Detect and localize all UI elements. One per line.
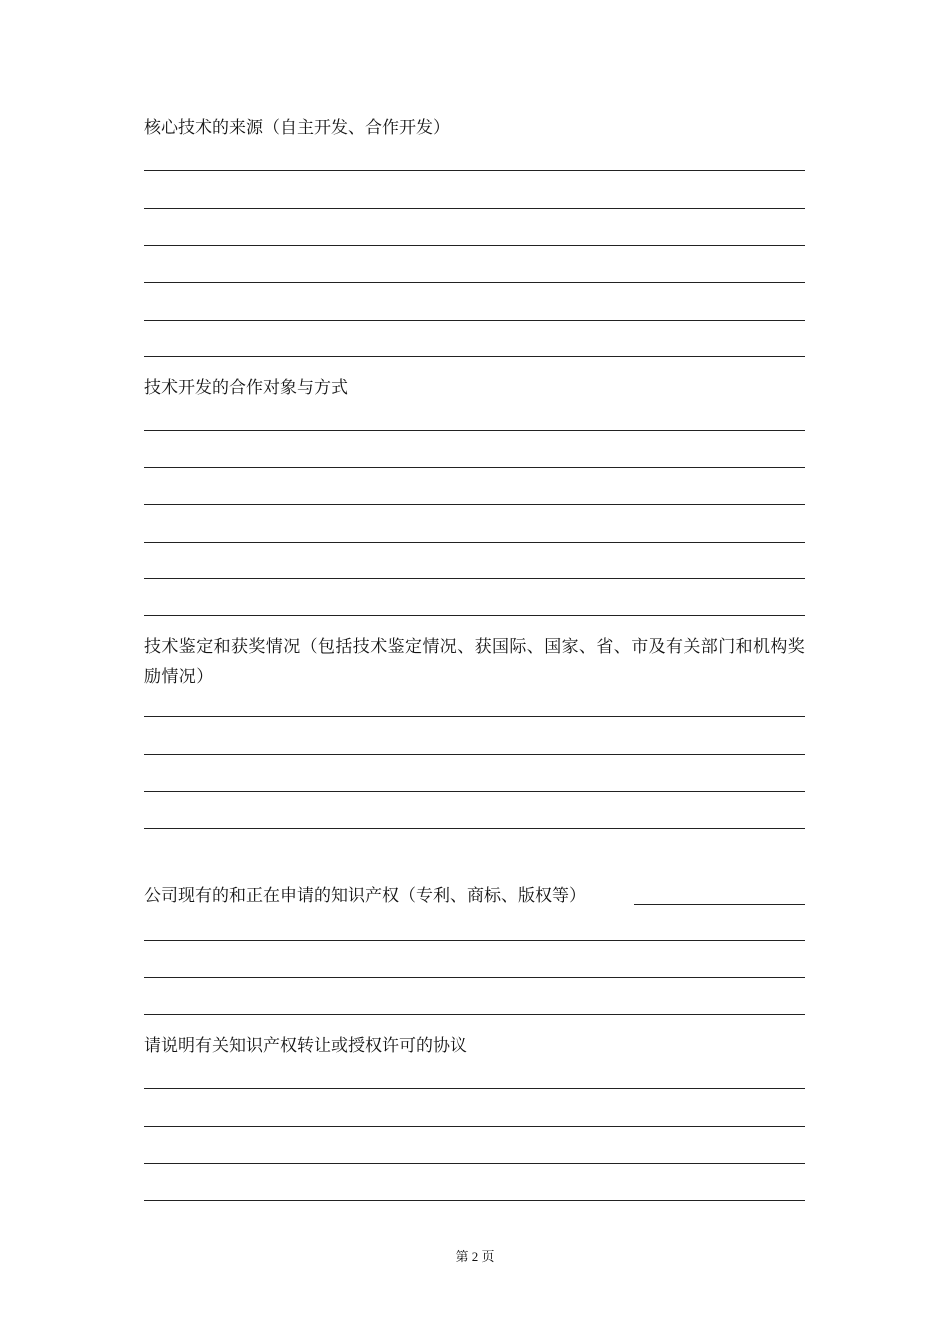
- answer-line[interactable]: [144, 1126, 805, 1127]
- section-label-appraisal-awards: 技术鉴定和获奖情况（包括技术鉴定情况、获国际、国家、省、市及有关部门和机构奖励情况）: [144, 637, 806, 687]
- answer-line[interactable]: [144, 578, 805, 579]
- page-number: 第 2 页: [455, 1249, 495, 1264]
- answer-line[interactable]: [144, 320, 805, 321]
- section-label-core-tech-source: 核心技术的来源（自主开发、合作开发）: [144, 118, 450, 138]
- answer-line[interactable]: [144, 356, 805, 357]
- answer-line[interactable]: [144, 1200, 805, 1201]
- answer-line[interactable]: [144, 716, 805, 717]
- answer-line[interactable]: [144, 615, 805, 616]
- answer-line[interactable]: [144, 1088, 805, 1089]
- answer-line[interactable]: [144, 504, 805, 505]
- answer-line[interactable]: [144, 940, 805, 941]
- section-label-ip-agreements: 请说明有关知识产权转让或授权许可的协议: [144, 1036, 467, 1056]
- answer-line[interactable]: [144, 977, 805, 978]
- inline-answer-line[interactable]: [634, 904, 805, 905]
- answer-line[interactable]: [144, 828, 805, 829]
- answer-line[interactable]: [144, 791, 805, 792]
- section-label-cooperation: 技术开发的合作对象与方式: [144, 378, 348, 398]
- section-label-ip: 公司现有的和正在申请的知识产权（专利、商标、版权等）: [144, 886, 586, 906]
- answer-line[interactable]: [144, 430, 805, 431]
- answer-line[interactable]: [144, 467, 805, 468]
- answer-line[interactable]: [144, 1163, 805, 1164]
- answer-line[interactable]: [144, 754, 805, 755]
- answer-line[interactable]: [144, 1014, 805, 1015]
- answer-line[interactable]: [144, 542, 805, 543]
- answer-line[interactable]: [144, 170, 805, 171]
- answer-line[interactable]: [144, 245, 805, 246]
- answer-line[interactable]: [144, 282, 805, 283]
- answer-line[interactable]: [144, 208, 805, 209]
